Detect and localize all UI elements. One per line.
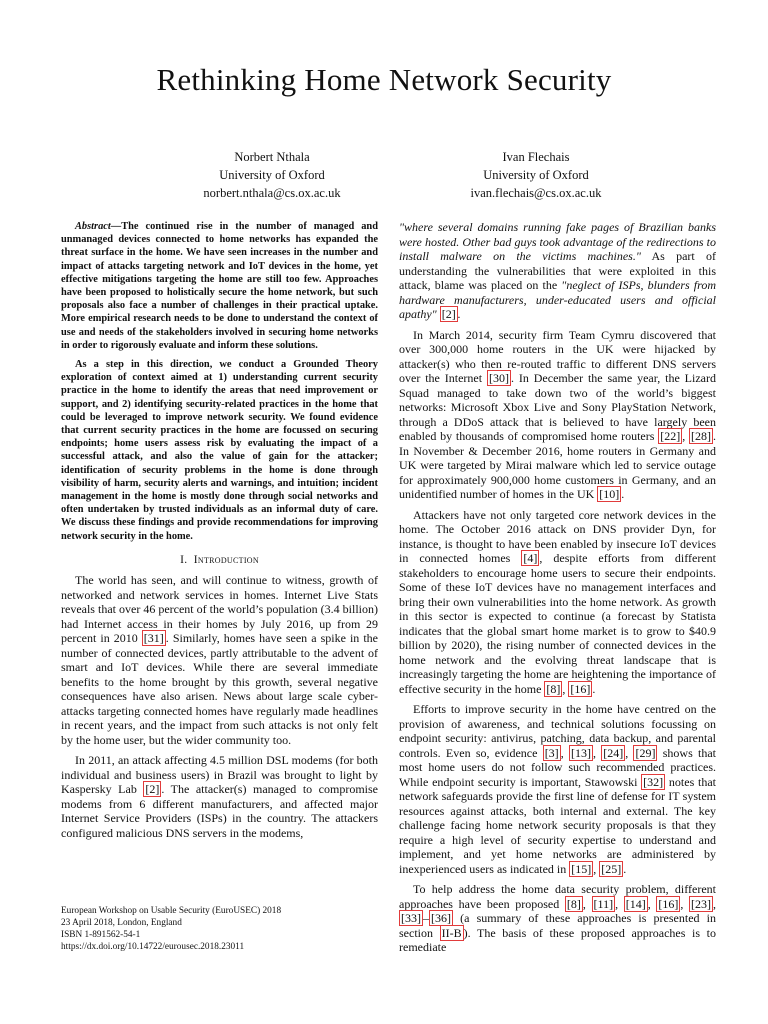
text-span: (a summary of these approaches is presented in section — [399, 911, 716, 940]
text-span: , despite efforts from different stakeholders to encourage home users to secure their endpoints. Some of these IoT devices have no management interfaces and bring their own vulnerabilities into the home network. As growth in this sector is expected to continue (a forecast by Statista indicates that the global smart home market is to grow to $40.9 billion by 2020), the rising number of connected devices in the home network and the evolving threat landscape that is increasingly targeting the home are heightening the importance of effective security in the home — [399, 551, 716, 696]
footnote-isbn: ISBN 1-891562-54-1 — [61, 930, 141, 940]
text-span: . In December the same year, the Lizard Squad managed to take down two of the world’s biggest networks: Microsoft Xbox Live and Sony PlayStation Network, through a DDoS attack that is believed to have largely been enabled by thousands of compromised home routers — [399, 371, 716, 443]
citation-link[interactable]: [33] — [401, 911, 421, 925]
text-span: notes that network safeguards provide the first line of defense for IT system resources against attacks, both internal and external. The key challenge facing home network security proposals is that they require a high level of security expertise to understand and implement, and yet home networks are administered by inexperienced users as indicated in — [399, 774, 716, 876]
text-span: In 2011, an attack affecting 4.5 million DSL modems (for both individual and business users) in Brazil was brought to light by Kaspersky Lab — [61, 753, 378, 797]
author-email: norbert.nthala@cs.ox.ac.uk — [203, 186, 341, 200]
intro-paragraph-1 — [61, 573, 378, 747]
citation-link[interactable]: [3] — [544, 745, 559, 760]
text-span: The world has seen, and will continue to witness, growth of networked and network services in homes. Internet Live Stats reveals that over 46 percent of the world’s population (3.4 billion) had Internet access in their homes by July 2016, up from 29 percent in 2010 — [61, 573, 378, 646]
text-span: . — [592, 681, 596, 696]
citation-link[interactable]: [25] — [601, 861, 622, 876]
text-span: . The attacker(s) managed to compromise modems from 6 different manufacturers, and affected major Internet Service Providers (ISPs) in the country. The attackers configured malicious DNS servers in the modems, — [61, 782, 378, 840]
text-span: Attackers have not only targeted core network devices in the home. The October 2016 attack on DNS provider Dyn, for instance, is thought to have been enabled by insecure IoT devices in connected homes — [399, 507, 716, 565]
text-span: , — [592, 745, 602, 760]
text-span: , — [560, 745, 569, 760]
abstract-paragraph-1 — [61, 220, 378, 352]
text-span: . — [621, 487, 625, 501]
text-span: . Similarly, homes have seen a spike in the number of connected devices, partly attributable to the advent of smart and IoT devices. While there are several immediate benefits to the home brought by this growth, several negative consequences have also arisen. News about large scale cyber-attacks targeting connected homes have regularly made headlines in recent years, and the impact from such attacks is not only felt by the home user, but the wider community too. — [61, 631, 378, 747]
citation-link[interactable]: [13] — [570, 745, 591, 760]
author-block-1 — [122, 148, 422, 202]
citation-link[interactable]: [2] — [441, 307, 456, 321]
text-span: , — [582, 896, 592, 911]
citation-link[interactable]: [30] — [488, 371, 509, 385]
footnote-date: 23 April 2018, London, England — [61, 918, 182, 928]
citation-link[interactable]: [24] — [603, 745, 624, 760]
text-span: , — [593, 861, 600, 876]
text-span: , — [647, 896, 657, 911]
citation-link[interactable]: [23] — [691, 896, 712, 911]
citation-link[interactable]: [10] — [599, 487, 620, 501]
abstract-paragraph-2: As a step in this direction, we conduct a Grounded Theory exploration of context aimed at 1) understanding current security practice in the home to identify the areas that need improvement or support, and 2) identifying security-related practices in the home that could be leveraged to improve network security. We found evidence that current security practices in the home are focussed on securing endpoints; home users assess risk by evaluating the impact of a successful attack, and also the value of gain for the attacker; identification of security problems in the home is done through visibility of harm, security alerts and warnings, and intuition; incident management in the home is mostly done through social networks and often undertaken by trusted individuals as an informal duty of care. We discuss these findings and provide recommendations for improving network security in the home. — [61, 359, 378, 542]
citation-link[interactable]: [8] — [566, 896, 581, 911]
body-paragraph-3 — [399, 508, 716, 697]
body-paragraph-4 — [399, 702, 716, 876]
abstract-label: Abstract — [75, 221, 111, 232]
abstract-text: —The continued rise in the number of managed and unmanaged devices connected to home networks has expanded the threat surface in the home. We have seen increases in the number and impact of attacks targeting network and IoT devices in the home, yet effective mitigations targeting the home are still too few. Approaches have been proposed to holistically secure the home network, but such proposals also face a number of challenges in their practical uptake. More empirical research needs to be done to understand the context of use and needs of the stakeholders involved in securing home networks in order to rigorously evaluate and inform these solutions. — [61, 221, 378, 351]
section-link[interactable]: II-B — [441, 925, 462, 940]
body-paragraph-5 — [399, 882, 716, 955]
text-span: , — [680, 896, 690, 911]
author-name: Norbert Nthala — [234, 150, 310, 164]
section-heading — [61, 553, 378, 568]
quote-paragraph — [399, 220, 716, 322]
left-column — [61, 220, 378, 846]
text-span: , — [713, 896, 717, 911]
author-affiliation: University of Oxford — [483, 168, 589, 182]
text-span: , — [625, 745, 634, 760]
citation-link[interactable]: [8] — [546, 681, 561, 696]
section-title: Introduction — [193, 553, 259, 566]
quote-text: "where several domains running fake pages of Brazilian banks were hosted. Other bad guys took advantage of the redirections to install malware on the victims machines." — [399, 220, 716, 263]
text-span: – — [423, 911, 429, 925]
author-block-2 — [386, 148, 686, 202]
footnote-venue: European Workshop on Usable Security (EuroUSEC) 2018 — [61, 906, 282, 916]
citation-link[interactable]: [11] — [593, 896, 614, 911]
citation-link[interactable]: [14] — [625, 896, 646, 911]
citation-link[interactable]: [4] — [523, 551, 538, 565]
section-number: I. — [180, 553, 188, 566]
citation-link[interactable]: [28] — [691, 429, 711, 443]
body-paragraph-2 — [399, 328, 716, 502]
citation-link[interactable]: [22] — [660, 429, 681, 443]
citation-link[interactable]: [29] — [635, 745, 656, 760]
text-span: . — [457, 307, 461, 321]
footnote — [61, 905, 378, 953]
citation-link[interactable]: [36] — [431, 911, 451, 925]
text-span: In March 2014, security firm Team Cymru discovered that over 300,000 home routers in the UK were hijacked by attacker(s) who then re-routed traffic to different DNS servers over the Internet — [399, 327, 716, 385]
quote-text: "neglect of ISPs, blunders from hardware manufacturers, under-educated users and official apathy" — [399, 278, 716, 321]
text-span: . — [623, 861, 627, 876]
text-span: ). The basis of these proposed approaches is to remediate — [399, 925, 716, 954]
text-span: As part of understanding the vulnerabilities that were exploited in this attack, blame was placed on the — [399, 249, 717, 292]
author-affiliation: University of Oxford — [219, 168, 325, 182]
citation-link[interactable]: [16] — [570, 681, 591, 696]
right-column — [399, 220, 716, 961]
citation-link[interactable]: [31] — [143, 631, 164, 646]
text-span: , — [615, 896, 624, 911]
citation-link[interactable]: [32] — [643, 774, 664, 789]
paper-title: Rethinking Home Network Security — [156, 62, 612, 97]
author-email: ivan.flechais@cs.ox.ac.uk — [470, 186, 602, 200]
text-span: , — [562, 681, 569, 696]
text-span: shows that most home users do not follow such recommended practices. While endpoint security is important, Stawowski — [399, 745, 717, 789]
text-span: To help address the home data security problem, different approaches have been proposed — [399, 882, 716, 911]
text-span: . In November & December 2016, home routers in Germany and UK were targeted by Mirai malware which led to service outage for approximately 900,000 home customers in Germany, and an unidentified number of homes in the UK — [399, 429, 716, 501]
citation-link[interactable]: [16] — [658, 896, 679, 911]
footnote-doi[interactable]: https://dx.doi.org/10.14722/eurousec.2018.23011 — [61, 942, 245, 952]
author-name: Ivan Flechais — [502, 150, 570, 164]
intro-paragraph-2 — [61, 753, 378, 840]
citation-link[interactable]: [15] — [571, 861, 592, 876]
citation-link[interactable]: [2] — [145, 782, 160, 797]
text-span: Efforts to improve security in the home have centred on the provision of awareness, and technical solutions focussing on endpoint security: antivirus, patching, data backup, and parental controls. Even so, evidence — [399, 702, 716, 760]
text-span: , — [682, 429, 689, 443]
